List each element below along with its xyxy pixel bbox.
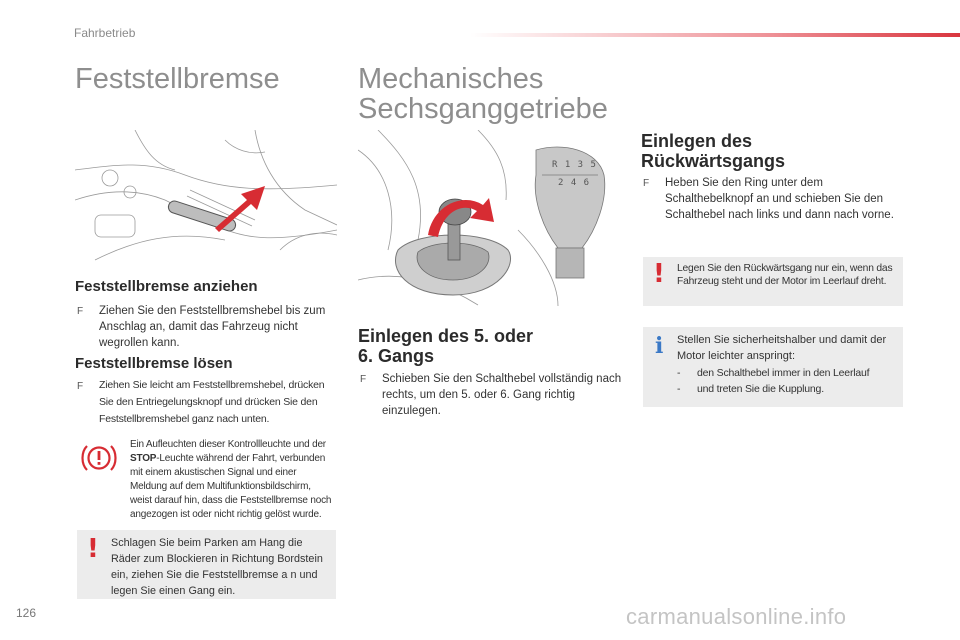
warning-lamp-note-post: -Leuchte während der Fahrt, verbunden mit einem akustischen Signal und einer Meldung auf dem Multifunktionsbildschirm, weist darauf hin, dass die Feststellbremse noch angezogen ist oder nicht richtig gelöst wurde. (130, 453, 332, 520)
release-brake-instruction (77, 377, 339, 428)
reverse-instruction (643, 175, 905, 223)
brake-warning-lamp-icon (80, 442, 118, 474)
heading-reverse-gear (641, 131, 785, 171)
section-label: Fahrbetrieb (74, 26, 136, 40)
heading-apply-brake: Feststellbremse anziehen (75, 278, 258, 295)
warning-exclamation-icon: ! (87, 534, 99, 564)
page-title-parking-brake: Feststellbremse (75, 63, 280, 95)
knob-pattern-bottom: 2 4 6 (558, 178, 591, 188)
heading-gear-5-6 (358, 326, 533, 366)
reverse-warning-note (643, 257, 903, 306)
pull-arrow (215, 186, 265, 232)
bullet-mark: F (77, 306, 84, 317)
reverse-text: Heben Sie den Ring unter dem Schalthebelknopf an und schieben Sie den Schalthebel nach links und dann nach vorne. (665, 177, 894, 221)
safety-info-note (643, 327, 903, 407)
page-title-gearbox (358, 64, 608, 124)
apply-brake-instruction (77, 303, 337, 351)
bullet-mark: F (77, 381, 83, 392)
release-brake-text: Ziehen Sie leicht am Feststellbremshebel, drücken Sie den Entriegelungsknopf und drücken Sie den Feststellbremshebel ganz nach unten. (99, 379, 325, 425)
brake-lever (167, 199, 237, 232)
slope-parking-note (77, 530, 336, 599)
reverse-heading-line2: Rückwärtsgangs (641, 151, 786, 171)
apply-brake-text: Ziehen Sie den Feststellbremshebel bis zum Anschlag an, damit das Fahrzeug nicht wegrollen kann. (99, 305, 326, 349)
slope-note-text: Schlagen Sie beim Parken am Hang die Räder zum Blockieren in Richtung Bordstein ein, ziehen Sie die Feststellbremse a n und legen Sie einen Gang ein. (111, 537, 323, 597)
list-item-text: und treten Sie die Kupplung. (697, 383, 824, 395)
warning-lamp-note-stop: STOP (130, 453, 157, 464)
header-rule (470, 33, 960, 37)
page-number: 126 (16, 606, 37, 620)
gear56-heading-line1: Einlegen des 5. oder (358, 326, 534, 346)
safety-info-text: Stellen Sie sicherheitshalber und damit der Motor leichter anspringt: (677, 334, 887, 362)
safety-info-list (677, 365, 899, 397)
gear56-instruction (360, 371, 622, 419)
gear56-text: Schieben Sie den Schalthebel vollständig nach rechts, um den 5. oder 6. Gang richtig einzulegen. (382, 373, 622, 417)
gear56-heading-line2: 6. Gangs (358, 346, 435, 366)
warning-exclamation-icon: ! (653, 259, 665, 289)
list-item (677, 381, 899, 397)
list-dash: - (677, 367, 681, 379)
list-dash: - (677, 383, 681, 395)
gearbox-title-line1: Mechanisches (358, 63, 544, 95)
warning-lamp-note (130, 438, 335, 522)
bullet-mark: F (360, 374, 367, 385)
list-item (677, 365, 899, 381)
gear-shift-illustration (358, 130, 620, 306)
heading-release-brake: Feststellbremse lösen (75, 355, 233, 372)
parking-brake-illustration (75, 130, 337, 270)
warning-lamp-note-pre: Ein Aufleuchten dieser Kontrollleuchte und der (130, 439, 326, 450)
parking-brake-drawing (75, 130, 337, 270)
reverse-warning-text: Legen Sie den Rückwärtsgang nur ein, wenn das Fahrzeug steht und der Motor im Leerlauf dreht. (677, 263, 893, 287)
watermark: carmanualsonline.info (626, 604, 847, 629)
knob-pattern-top: R 1 3 5 (552, 160, 597, 170)
info-icon: i (655, 333, 664, 359)
reverse-heading-line1: Einlegen des (641, 131, 753, 151)
gearbox-title-line2: Sechsganggetriebe (358, 93, 608, 125)
bullet-mark: F (643, 178, 650, 189)
list-item-text: den Schalthebel immer in den Leerlauf (697, 367, 870, 379)
